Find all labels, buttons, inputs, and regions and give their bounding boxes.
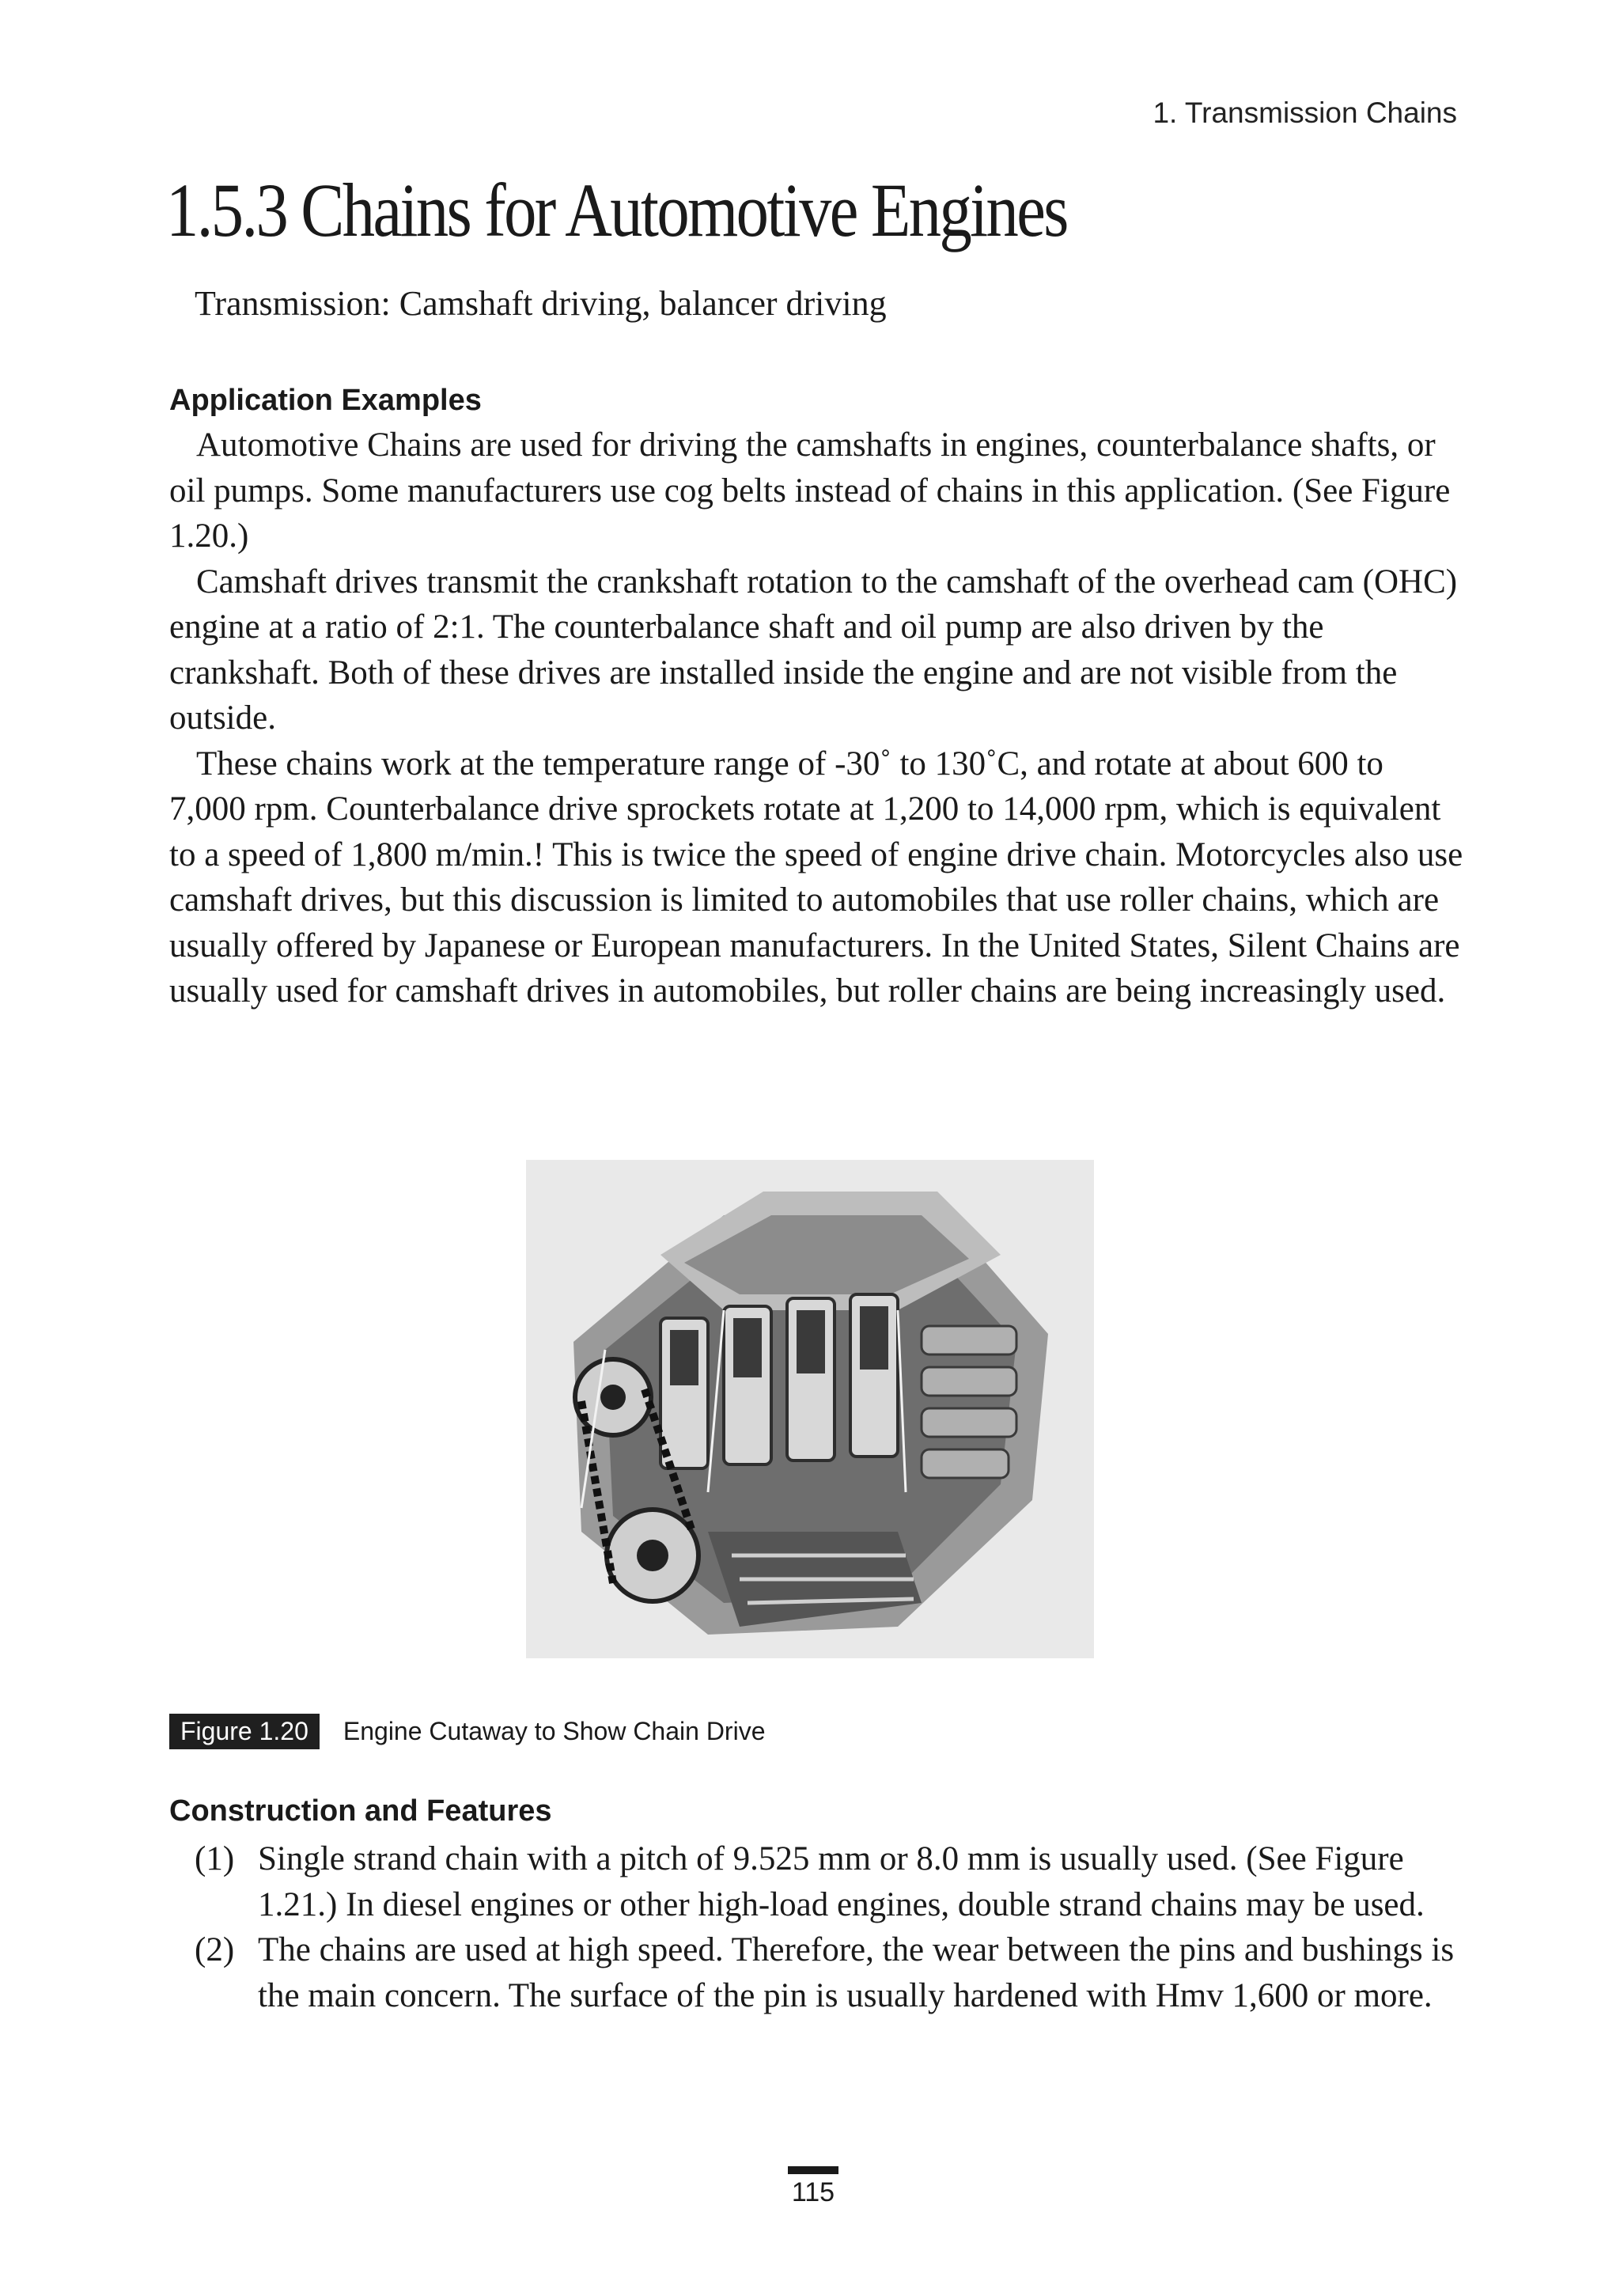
engine-cutaway-illustration <box>526 1160 1094 1658</box>
application-examples-heading: Application Examples <box>169 384 482 417</box>
page-number <box>788 2166 838 2208</box>
list-item <box>195 1927 1476 2018</box>
figure-caption <box>169 1713 765 1749</box>
engine-cutaway-figure <box>526 1160 1094 1658</box>
list-item-number: (2) <box>195 1931 235 1968</box>
list-item-text: The chains are used at high speed. Therefore, the wear between the pins and bushings is the main concern. The surface of the pin is usually hardened with Hmv 1,600 or more. <box>258 1931 1455 2014</box>
list-item-number: (1) <box>195 1840 235 1877</box>
list-item-text: Single strand chain with a pitch of 9.525 mm or 8.0 mm is usually used. (See Figure 1.21.) In diesel engines or other high-load engines, double strand chains may be used. <box>258 1840 1425 1923</box>
paragraph: Camshaft drives transmit the crankshaft rotation to the camshaft of the overhead cam (OHC) engine at a ratio of 2:1. The counterbalance shaft and oil pump are also driven by the crankshaft. Both of these drives are installed inside the engine and are not visible from the outside. <box>169 563 1458 737</box>
construction-features-list <box>195 1836 1476 2018</box>
section-title: 1.5.3 Chains for Automotive Engines <box>166 168 1067 252</box>
paragraph: Automotive Chains are used for driving the camshafts in engines, counterbalance shafts, or oil pumps. Some manufacturers use cog belts instead of chains in this application. (See Figure 1.20.) <box>169 426 1451 555</box>
application-examples-body <box>169 422 1467 1014</box>
paragraph: These chains work at the temperature range of -30˚ to 130˚C, and rotate at about 600 to 7,000 rpm. Counterbalance drive sprockets rotate at 1,200 to 14,000 rpm, which is equivalent to a speed of 1,800 m/min.! This is twice the speed of engine drive chain. Motorcycles also use camshaft drives, but this discussion is limited to automobiles that use roller chains, which are usually offered by Japanese or European manufacturers. In the United States, Silent Chains are usually used for camshaft drives in automobiles, but roller chains are being increasingly used. <box>169 744 1463 1010</box>
section-subtitle: Transmission: Camshaft driving, balancer driving <box>195 284 887 323</box>
figure-caption-text: Engine Cutaway to Show Chain Drive <box>343 1716 766 1745</box>
construction-features-heading: Construction and Features <box>169 1794 552 1828</box>
list-item <box>195 1836 1476 1927</box>
page-number-text: 115 <box>791 2177 835 2207</box>
running-head: 1. Transmission Chains <box>1153 97 1457 129</box>
page-number-bar <box>788 2166 838 2174</box>
figure-label: Figure 1.20 <box>169 1714 320 1749</box>
